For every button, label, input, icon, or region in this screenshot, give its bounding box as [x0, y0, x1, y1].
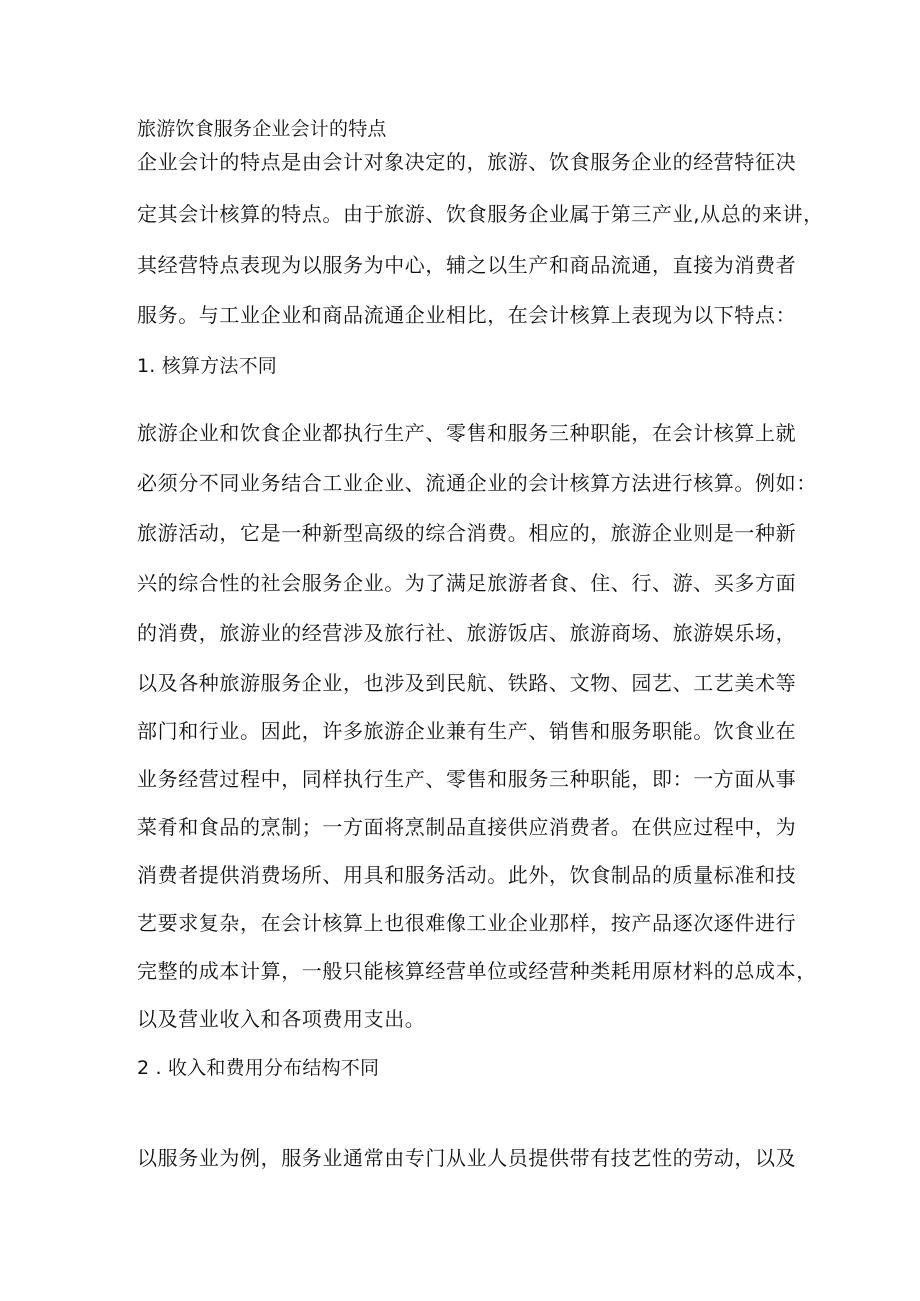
section-1-heading: 1. 核算方法不同: [137, 355, 277, 377]
section-1-line: 以及各种旅游服务企业，也涉及到民航、铁路、文物、园艺、工艺美术等: [137, 671, 797, 695]
document-title: 旅游饮食服务企业会计的特点: [137, 118, 387, 140]
section-1-line: 以及营业收入和各项费用支出。: [137, 1007, 426, 1031]
section-1-line: 兴的综合性的社会服务企业。为了满足旅游者食、住、行、游、买多方面: [137, 571, 797, 595]
section-1-line: 业务经营过程中，同样执行生产、零售和服务三种职能，即：一方面从事: [137, 767, 797, 791]
section-1-line: 艺要求复杂，在会计核算上也很难像工业企业那样，按产品逐次逐件进行: [137, 911, 797, 935]
section-1-line: 的消费，旅游业的经营涉及旅行社、旅游饭店、旅游商场、旅游娱乐场，: [137, 621, 797, 645]
section-2-line: 以服务业为例，服务业通常由专门从业人员提供带有技艺性的劳动，以及: [137, 1146, 797, 1170]
section-1-line: 部门和行业。因此，许多旅游企业兼有生产、销售和服务职能。饮食业在: [137, 719, 797, 743]
intro-line: 企业会计的特点是由会计对象决定的，旅游、饮食服务企业的经营特征决: [137, 150, 797, 174]
section-1-line: 必须分不同业务结合工业企业、流通企业的会计核算方法进行核算。例如：: [137, 471, 817, 495]
section-1-line: 旅游活动，它是一种新型高级的综合消费。相应的，旅游企业则是一种新: [137, 521, 797, 545]
intro-line: 定其会计核算的特点。由于旅游、饮食服务企业属于第三产业,从总的来讲，: [137, 202, 824, 226]
section-1-line: 菜肴和食品的烹制；一方面将烹制品直接供应消费者。在供应过程中，为: [137, 815, 797, 839]
intro-line: 其经营特点表现为以服务为中心，辅之以生产和商品流通，直接为消费者: [137, 253, 797, 277]
section-2-heading: 2 . 收入和费用分布结构不同: [137, 1057, 380, 1079]
section-1-line: 完整的成本计算，一般只能核算经营单位或经营种类耗用原材料的总成本，: [137, 959, 817, 983]
section-1-line: 消费者提供消费场所、用具和服务活动。此外，饮食制品的质量标准和技: [137, 863, 797, 887]
section-1-line: 旅游企业和饮食企业都执行生产、零售和服务三种职能，在会计核算上就: [137, 421, 797, 445]
intro-line: 服务。与工业企业和商品流通企业相比，在会计核算上表现为以下特点：: [137, 303, 797, 327]
